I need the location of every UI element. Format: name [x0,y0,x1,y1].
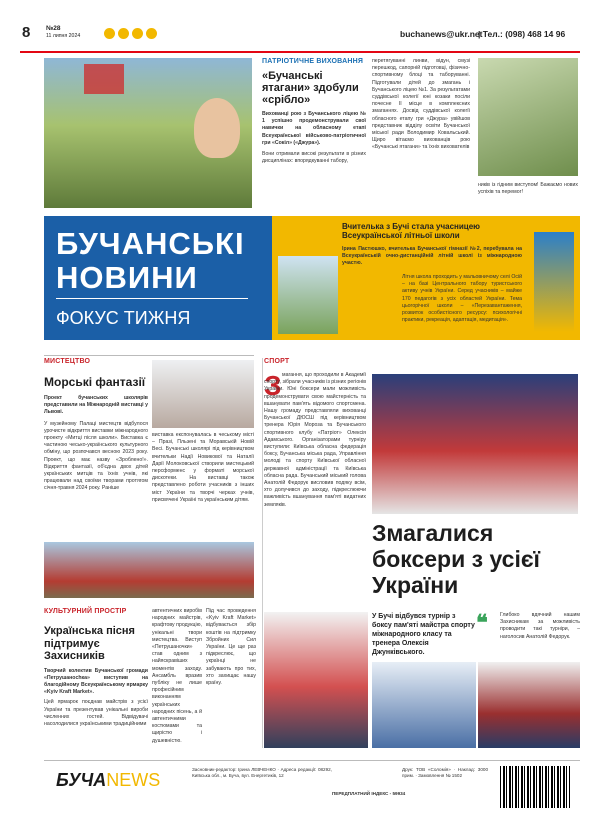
footer-logo-part2: NEWS [106,770,161,790]
sport-quote-text: Глибоко вдячний нашим Захисникам за можливість проводити такі турніри, – наголосив Анатолій Федорук. [500,612,580,640]
art-lead: Проект бучанських школярів представили на Міжнародній виставці у Львові. [44,395,148,416]
student-portrait [194,98,240,158]
banner-tagline: ФОКУС ТИЖНЯ [56,308,191,328]
culture-story [44,608,148,728]
issue-number: №28 [46,25,61,32]
award-photo [372,662,476,748]
quote-icon: ❝ [476,610,488,635]
top-story-lead: Вихованці рою з Бучанського ліцею № 1 успішно продемонстрували свої навички на обласному етапі Всеукраїнської військово-патріотичної гри «Сокіл» («Джура»). [262,111,366,146]
section-label: ПАТРІОТИЧНЕ ВИХОВАННЯ [262,58,364,65]
barcode [500,766,570,808]
culture-lead: Творчий колектив Бучанської громади «Петрушанochка» виступив на благодійному Всеукраїнському ярмарку «Kyiv Kraft Market». [44,667,148,696]
banner-flag [84,64,124,94]
culture-title: Українська пісня підтримує Захисників [44,625,135,662]
banner-title-2: НОВИНИ [56,260,198,295]
footer-index: ПЕРЕДПЛАТНИЙ ІНДЕКС - 59934 [332,791,406,796]
facebook-icon[interactable] [104,28,115,39]
boxers-photo [264,612,368,748]
banner-title-1: БУЧАНСЬКІ [56,226,245,261]
top-story-col2: перетягуванні линви, відун, смузі перешкод, сапорній підготовці, фізично-спортивному блоці та таборуванні. Підготували дітей до змагань і Бучанського ліцею №1. За результатами суддівської колегії юні козаки посіли почесне ІІ місце в комплексних змаганнях. Досвід суддівської колегії обласного етапу гри «Джура» увійшов представник відділу освіти Бучанської міської ради Володимир Ковальський. Щиро вітаємо вихованців рою «Бучанські ятагани» та їхніх вихователів [372,58,470,151]
banner-story-text: Літня школа проходить у мальовничому селі Осій – на базі Центрального табору туристського активу учнів України. Серед учасників – майже 170 педагогів з усіх областей України. Тема цьогорічної школи – «Перезавантаження, розвиток особистісного ресурсу: психологічні практики, рекреація, адаптація, медитація». [402,274,522,324]
sport-quote [476,612,580,641]
art-rule [44,355,254,356]
exhibition-photo [152,360,254,428]
footer-printing: Друк: ТОВ «Соломія» · Наклад: 3000 прим. · Замовлення № 1502 [402,767,488,778]
sport-subtitle: У Бучі відбувся турнір з боксу пам'яті майстра спорту міжнародного класу та тренера Олексія Джунківського. [372,613,475,656]
culture-col2: автентичних виробів народних майстрів, крафтову продукцію, унікальні твори мистецтва. Виступ «Петрушаночки» став одним з найяскравіших моментів заходу. Ансамбль вразив публіку не лише професійним виконанням українських народних пісень, а й автентичними костюмами та щирістю і душевністю. [152,608,202,744]
art-title: Морські фантазії [44,375,146,389]
page-header [20,20,580,50]
drop-cap: З [264,370,282,401]
viber-icon[interactable] [146,28,157,39]
footer-logo-part1: БУЧА [56,770,107,790]
header-email[interactable]: buchanews@ukr.net [400,29,483,39]
banner-divider [56,298,248,299]
art-col2: виставка експонувалась в чеському місті – Празі, Пльзені та Моравській Новій Весі. Бучанські школярі під керівництвом вчительки Надії Новикової та Наталії Дарії Молоковської створили мистецький персформенс у форматі морської дискотеки. На виставці також представлено роботи учасників з інших міст України та творчі черках учнів, присвячені Україні та українським дітям. [152,432,254,503]
twitter-icon[interactable] [118,28,129,39]
culture-col3: Під час проведення «Kyiv Kraft Market» відбувається збір коштів на підтримку Збройних Сил України. Це ще раз підкреслює, що українці не забувають про тих, хто захищає нашу країну. [206,608,256,687]
header-rule [20,51,580,53]
page-number: 8 [22,24,31,41]
golfer-photo [534,232,574,332]
section-label: МИСТЕЦТВО [44,358,91,365]
telegram-icon[interactable] [132,28,143,39]
choir-photo [44,542,254,598]
cadets-photo [44,58,252,208]
top-story-col1: Вони отримали високі результати в різних дисциплінах: впорядкуванні табору, [262,151,366,165]
teachers-photo [278,256,338,334]
banner-story-title: Вчителька з Бучі стала учасницею Всеукраїнської літньої школи [342,222,480,240]
art-story [44,358,148,493]
art-col1: У музейному Палаці мистецтв відбулося урочисте відкриття виставки міжнародного проекту «Митці після школи». Виставка є частиною чесько-українського культурного обміну, що розпочався весною 2023 року. Проект, що має назву «Зроблено!». Відкриття фантазії, об'єдна двох дітей українських митців та їхніх учнів, які працювали над своїми творами протягом січня-травня 2024 року. Раніше [44,420,148,492]
column-divider [262,358,263,748]
issue-date: 11 липня 2024 [46,33,81,39]
top-story-title: «Бучанські ятагани» здобули «срібло» [262,70,359,106]
footer-rule [44,760,580,761]
culture-col1: Цей ярмарок поєднав майстрів з усієї України та презентував унікальні вироби численних гостей. Відвідувачі насолодилися українськими традиційними [44,699,148,727]
section-label: КУЛЬТУРНИЙ ПРОСТІР [44,608,127,615]
top-story [262,58,366,165]
banner-story-lead: Ірина Пастюшко, вчителька Бучанської гімназії №2, перебувала на Всеукраїнській очно-дистанційній літній школі із міжнародною участю. [342,246,522,267]
banner-story [272,216,580,340]
sport-col1: магання, що проходили в Академії спорту, зібрали учасників із різних регіонів України. Юні боксери мали можливість продемонструвати свою майстерність та вшанувати пам'ять відомого спортсмена. Нашу громаду представляли вихованці Бучанської ДЮСШ під керівництвом тренера Юрія Мороза та Бучанського спортивного клубу «Патріот» Олексія Адамського. Організаторами турніру виступили: Київська обласна федерація боксу, Бучанська міська рада, Управління молоді та спорту Київської обласної державної адміністрації та Київська обласна рада. Бучанський міський голова Анатолій Федорук висловив подяку всім, хто долучився до заходу, підкреслюючи важливість вшанування пам'яті видатних земляків. [264,372,366,508]
training-photo [478,58,578,176]
top-story-col3: ників із гідним виступом! Бажаємо нових успіхів та перемог! [478,182,578,196]
team-photo [478,662,580,748]
social-icons [104,26,160,44]
weekly-focus-banner [44,216,580,340]
header-phone: | Тел.: (098) 468 14 96 [478,29,566,39]
section-label: СПОРТ [264,358,290,365]
footer-credits: Засновник-редактор: Ірина ЛЕВЧЕНКО · Адреса редакції: 08292, Київська обл., м. Буча, вул. Енергетиків, 12 [192,767,332,778]
footer-logo [56,770,160,791]
boxing-ring-photo [372,374,578,514]
sport-story [264,358,580,365]
sport-title: Змагалися боксери з усієї України [372,520,541,598]
